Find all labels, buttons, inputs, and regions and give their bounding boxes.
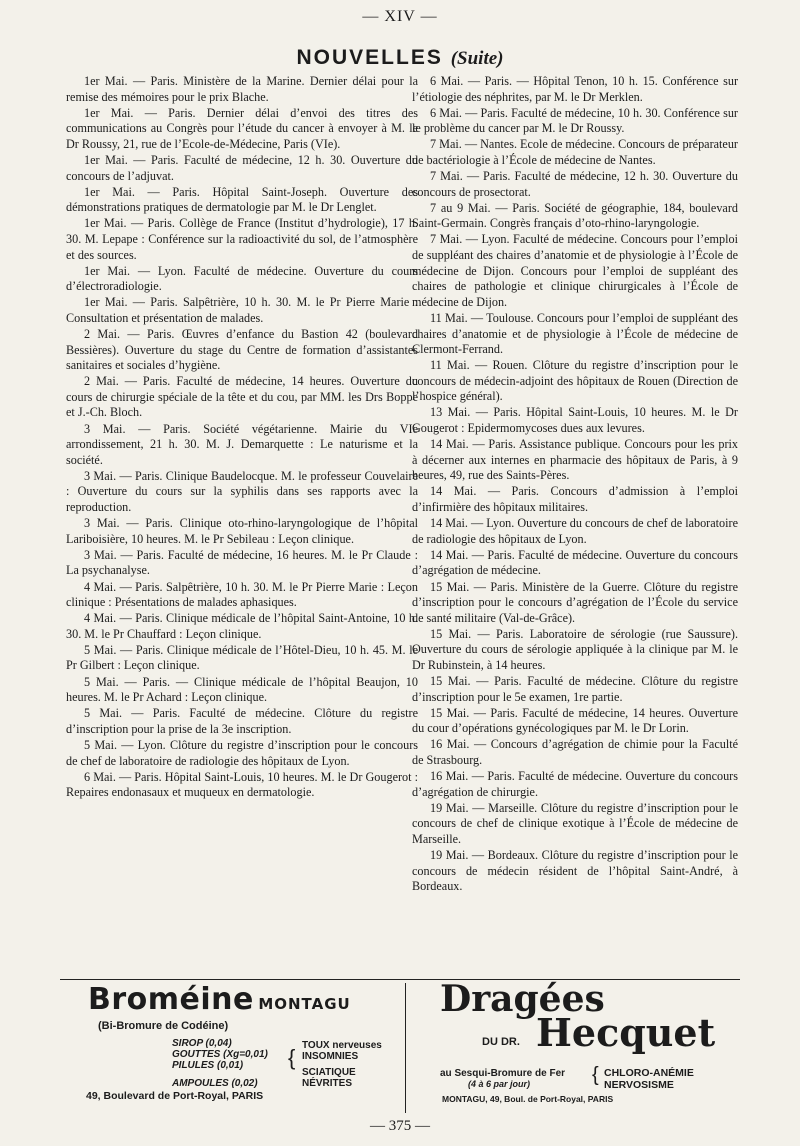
brace-icon: { [288, 1045, 296, 1070]
left-column-entry: 1er Mai. — Paris. Salpêtrière, 10 h. 30. M. le Pr Pierre Marie : Consultation et présentation de malades. [66, 295, 418, 325]
left-column-entry: 3 Mai. — Paris. Faculté de médecine, 16 heures. M. le Pr Claude : La psychanalyse. [66, 547, 418, 578]
bromeine-brand: Broméine [88, 982, 254, 1017]
indication-nervosisme: NERVOSISME [604, 1079, 674, 1091]
indication-sciatique: SCIATIQUE [302, 1067, 356, 1078]
left-column-entry: 3 Mai. — Paris. Société végétarienne. Mairie du VIe arrondissement, 21 h. 30. M. J. Demarquette : Le naturisme et la société. [66, 421, 418, 467]
left-column-entry: 2 Mai. — Paris. Œuvres d’enfance du Bastion 42 (boulevard Bessières). Ouverture du stage du Centre de formation d’assistantes sanitaires et sociales d’hygiène. [66, 327, 418, 373]
right-column-entry: 14 Mai. — Paris. Assistance publique. Concours pour les prix à décerner aux internes en pharmacie des hôpitaux de Paris, à 9 heures, 49, rue des Saints-Pères. [412, 437, 738, 483]
left-column-entry: 5 Mai. — Paris. Clinique médicale de l’Hôtel-Dieu, 10 h. 45. M. le Pr Gilbert : Leçon clinique. [66, 642, 418, 673]
right-column-entry: 15 Mai. — Paris. Laboratoire de sérologie (rue Saussure). Ouverture du cours de sérologie appliquée à la clinique par M. le Dr Rubinstein, à 14 heures. [412, 626, 738, 672]
bromeine-brand-sub: MONTAGU [258, 995, 351, 1013]
page-number: — 375 — [370, 1118, 430, 1134]
left-column-entry: 4 Mai. — Paris. Salpêtrière, 10 h. 30. M. le Pr Pierre Marie : Leçon clinique : Présentations de malades aphasiques. [66, 579, 418, 610]
left-column-entry: 5 Mai. — Lyon. Clôture du registre d’inscription pour le concours de chef de laboratoire de radiologie des hôpitaux de Lyon. [66, 737, 418, 768]
left-column-entry: 3 Mai. — Paris. Clinique Baudelocque. M. le professeur Couvelaire : Ouverture du cours sur la syphilis dans ses rapports avec la reproduction. [66, 468, 418, 515]
brace-icon-2: { [592, 1064, 599, 1086]
left-column-entry: 5 Mai. — Paris. — Clinique médicale de l’hôpital Beaujon, 10 heures. M. le Pr Achard : Leçon clinique. [66, 674, 418, 705]
hecquet-address: MONTAGU, 49, Boul. de Port-Royal, PARIS [442, 1094, 614, 1104]
form-ampoules: AMPOULES (0,02) [172, 1078, 258, 1089]
ad-divider-vertical [405, 983, 406, 1113]
left-column-entry: 1er Mai. — Paris. Collège de France (Institut d’hydrologie), 17 h. 30. M. Lepape : Conférence sur la radioactivité du sol, de l’atmosphère et des sources. [66, 216, 418, 262]
title-suffix: (Suite) [450, 48, 504, 69]
right-column-entry: 14 Mai. — Paris. Faculté de médecine. Ouverture du concours d’agrégation de médecine. [412, 547, 738, 578]
right-column-entry: 14 Mai. — Lyon. Ouverture du concours de chef de laboratoire de radiologie des hôpitaux de Lyon. [412, 516, 738, 546]
right-column-entry: 7 au 9 Mai. — Paris. Société de géographie, 184, boulevard Saint-Germain. Congrès français d’oto-rhino-laryngologie. [412, 200, 738, 231]
right-column-entry: 19 Mai. — Marseille. Clôture du registre d’inscription pour le concours de chef de clinique exotique à l’École de médecine de Marseille. [412, 800, 738, 846]
hecquet-prefix: DU DR. [482, 1036, 520, 1048]
right-column-entry: 15 Mai. — Paris. Faculté de médecine, 14 heures. Ouverture du cour d’opérations gynécologiques par M. le Dr Lorin. [412, 705, 738, 736]
left-column-entry: 2 Mai. — Paris. Faculté de médecine, 14 heures. Ouverture du cours de chirurgie spéciale de la tête et du cou, par MM. les Drs Boppe et J.-Ch. Bloch. [66, 374, 418, 420]
bromeine-address: 49, Boulevard de Port-Royal, PARIS [86, 1090, 264, 1102]
bromeine-tagline: (Bi-Bromure de Codéine) [98, 1020, 229, 1032]
right-column-entry: 11 Mai. — Toulouse. Concours pour l’emploi de suppléant des chaires d’anatomie et de physiologie à l’École de médecine de Clermont-Ferrand. [412, 310, 738, 357]
indication-chloro-anemie: CHLORO-ANÉMIE [604, 1067, 694, 1079]
indication-toux: TOUX nerveuses [302, 1040, 382, 1051]
hecquet-brand: Hecquet [536, 1010, 716, 1055]
left-column-entry: 1er Mai. — Paris. Dernier délai d’envoi des titres des communications au Congrès pour l’étude du cancer à envoyer à M. le Dr Roussy, 21, rue de l’Ecole-de-Médecine, Paris (VIe). [66, 105, 418, 151]
left-column [66, 74, 418, 801]
right-column-entry: 14 Mai. — Paris. Concours d’admission à l’emploi d’infirmière des hôpitaux militaires. [412, 484, 738, 515]
right-column-entry: 19 Mai. — Bordeaux. Clôture du registre d’inscription pour le concours de médecin résident de l’hôpital Saint-André, à Bordeaux. [412, 848, 738, 894]
ad-divider-horizontal [60, 979, 740, 980]
form-pilules: PILULES (0,01) [172, 1060, 244, 1071]
right-column-entry: 16 Mai. — Concours d’agrégation de chimie pour la Faculté de Strasbourg. [412, 737, 738, 768]
right-column-entry: 15 Mai. — Paris. Ministère de la Guerre. Clôture du registre d’inscription pour le concours d’agrégation de l’École du service de santé militaire (Val-de-Grâce). [412, 579, 738, 625]
hecquet-description: au Sesqui-Bromure de Fer [440, 1068, 566, 1079]
right-column-entry: 6 Mai. — Paris. Faculté de médecine, 10 h. 30. Conférence sur le problème du cancer par M. le Dr Roussy. [412, 105, 738, 136]
dragees-brand: Dragées [440, 978, 605, 1020]
left-column-entry: 4 Mai. — Paris. Clinique médicale de l’hôpital Saint-Antoine, 10 h. 30. M. le Pr Chauffard : Leçon clinique. [66, 611, 418, 641]
right-column-entry: 7 Mai. — Nantes. Ecole de médecine. Concours de préparateur de bactériologie à l’École de médecine de Nantes. [412, 137, 738, 167]
left-column-entry: 1er Mai. — Paris. Ministère de la Marine. Dernier délai pour la remise des mémoires pour le prix Blache. [66, 74, 418, 104]
hecquet-advertisement [420, 978, 735, 1112]
left-column-entry: 6 Mai. — Paris. Hôpital Saint-Louis, 10 heures. M. le Dr Gougerot : Repaires endonasaux et muqueux en dermatologie. [66, 769, 418, 800]
right-column-entry: 7 Mai. — Lyon. Faculté de médecine. Concours pour l’emploi de suppléant des chaires d’anatomie et de physiologie à l’École de médecine de Dijon. Concours pour l’emploi de suppléant des chaires de pathologie et clinique chirurgicales à l’École de médecine de Dijon. [412, 232, 738, 309]
right-column [412, 74, 738, 895]
indication-nevrites: NÉVRITES [302, 1078, 353, 1089]
left-column-entry: 5 Mai. — Paris. Faculté de médecine. Clôture du registre d’inscription pour la prise de la 3e inscription. [66, 706, 418, 736]
hecquet-dose: (4 à 6 par jour) [468, 1079, 531, 1089]
right-column-entry: 6 Mai. — Paris. — Hôpital Tenon, 10 h. 15. Conférence sur l’étiologie des néphrites, par M. le Dr Merklen. [412, 74, 738, 104]
title-main: NOUVELLES [296, 46, 443, 69]
right-column-entry: 16 Mai. — Paris. Faculté de médecine. Ouverture du concours d’agrégation de chirurgie. [412, 769, 738, 799]
right-column-entry: 13 Mai. — Paris. Hôpital Saint-Louis, 10 heures. M. le Dr Gougerot : Epidermomycoses dues aux levures. [412, 405, 738, 436]
bromeine-advertisement [80, 982, 400, 1112]
right-column-entry: 11 Mai. — Rouen. Clôture du registre d’inscription pour le concours de médecin-adjoint des hôpitaux de Rouen (Direction de l’hospice général). [412, 358, 738, 404]
left-column-entry: 1er Mai. — Paris. Hôpital Saint-Joseph. Ouverture des démonstrations pratiques de dermatologie par M. le Dr Lenglet. [66, 184, 418, 215]
right-column-entry: 7 Mai. — Paris. Faculté de médecine, 12 h. 30. Ouverture du concours de prosectorat. [412, 169, 738, 199]
left-column-entry: 1er Mai. — Lyon. Faculté de médecine. Ouverture du cours d’électroradiologie. [66, 263, 418, 294]
page-roman-numeral: — XIV — [362, 8, 438, 25]
indication-insomnies: INSOMNIES [302, 1051, 359, 1062]
left-column-entry: 1er Mai. — Paris. Faculté de médecine, 12 h. 30. Ouverture du concours de l’adjuvat. [66, 152, 418, 183]
form-gouttes: GOUTTES (Xg=0,01) [172, 1049, 268, 1060]
form-sirop: SIROP (0,04) [172, 1038, 232, 1049]
left-column-entry: 3 Mai. — Paris. Clinique oto-rhino-laryngologique de l’hôpital Lariboisière, 10 heures. M. le Pr Sebileau : Leçon clinique. [66, 516, 418, 546]
page-title [0, 46, 800, 70]
right-column-entry: 15 Mai. — Paris. Faculté de médecine. Clôture du registre d’inscription pour le 5e examen, 1re partie. [412, 674, 738, 704]
